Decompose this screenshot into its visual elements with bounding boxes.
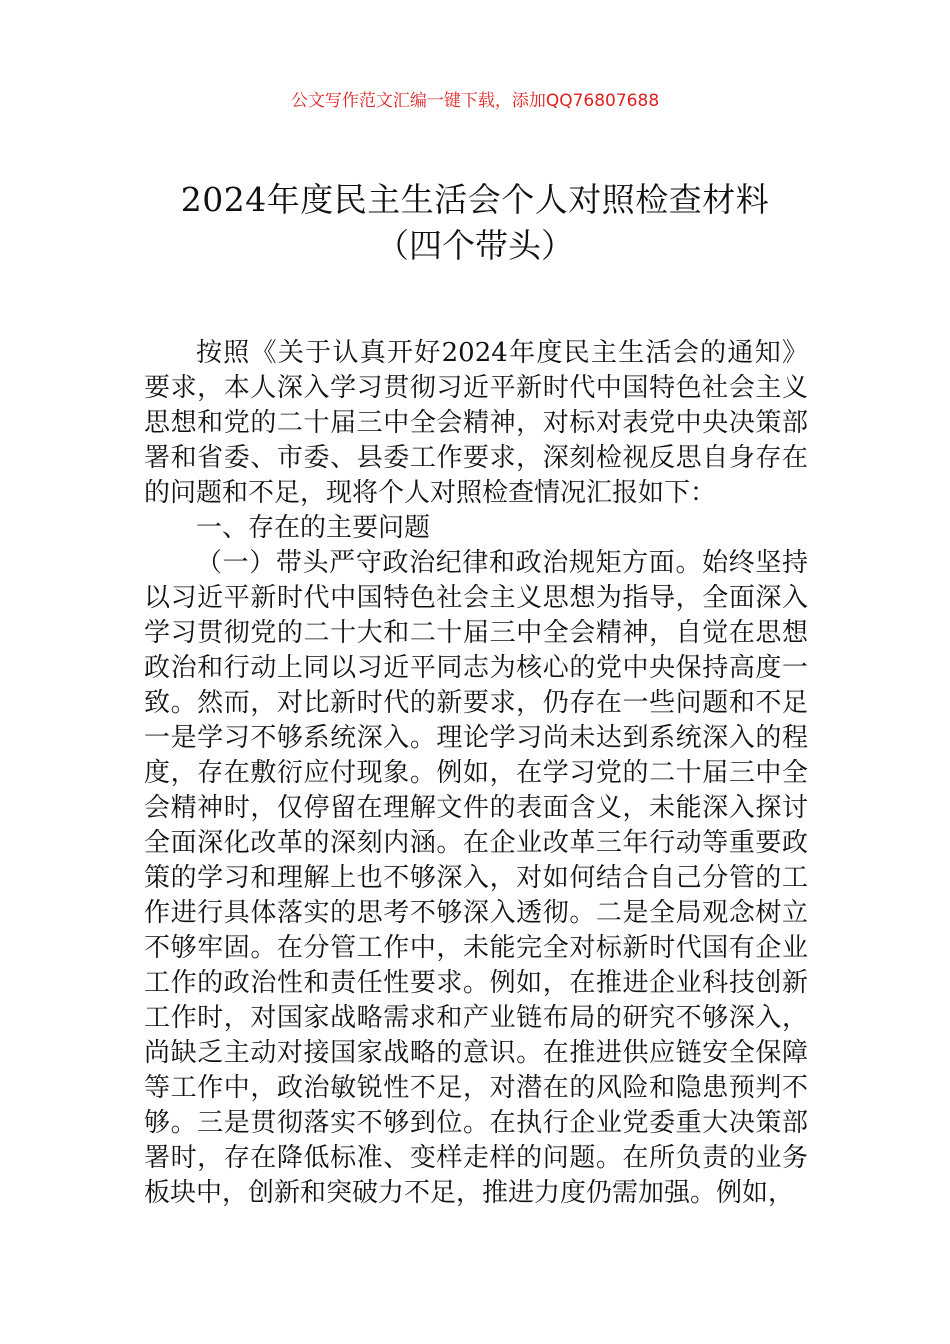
watermark-text: 公文写作范文汇编一键下载，添加QQ76807688 <box>290 91 660 111</box>
paragraph-section-1: （一）带头严守政治纪律和政治规矩方面。始终坚持以习近平新时代中国特色社会主义思想为指导，全面深入学习贯彻党的二十大和二十届三中全会精神，自觉在思想政治和行动上同以习近平同志为核心的党中央保持高度一致。然而，对比新时代的新要求，仍存在一些问题和不足一是学习不够系统深入。理论学习尚未达到系统深入的程度，存在敷衍应付现象。例如，在学习党的二十届三中全会精神时，仅停留在理解文件的表面含义，未能深入探讨全面深化改革的深刻内涵。在企业改革三年行动等重要政策的学习和理解上也不够深入，对如何结合自己分管的工作进行具体落实的思考不够深入透彻。二是全局观念树立不够牢固。在分管工作中，未能完全对标新时代国有企业工作的政治性和责任性要求。例如，在推进企业科技创新工作时，对国家战略需求和产业链布局的研究不够深入，尚缺乏主动对接国家战略的意识。在推进供应链安全保障等工作中，政治敏锐性不足，对潜在的风险和隐患预判不够。三是贯彻落实不够到位。在执行企业党委重大决策部署时，存在降低标准、变样走样的问题。在所负责的业务板块中，创新和突破力不足，推进力度仍需加强。例如， <box>144 548 808 1208</box>
document-body <box>144 336 808 1211</box>
section-heading: 一、存在的主要问题 <box>196 513 431 543</box>
document-subtitle: （四个带头） <box>376 226 574 265</box>
document-title: 2024年度民主生活会个人对照检查材料 <box>180 180 770 219</box>
paragraph-intro: 按照《关于认真开好2024年度民主生活会的通知》要求，本人深入学习贯彻习近平新时代中国特色社会主义思想和党的二十届三中全会精神，对标对表党中央决策部署和省委、市委、县委工作要求，深刻检视反思自身存在的问题和不足，现将个人对照检查情况汇报如下： <box>144 338 808 508</box>
